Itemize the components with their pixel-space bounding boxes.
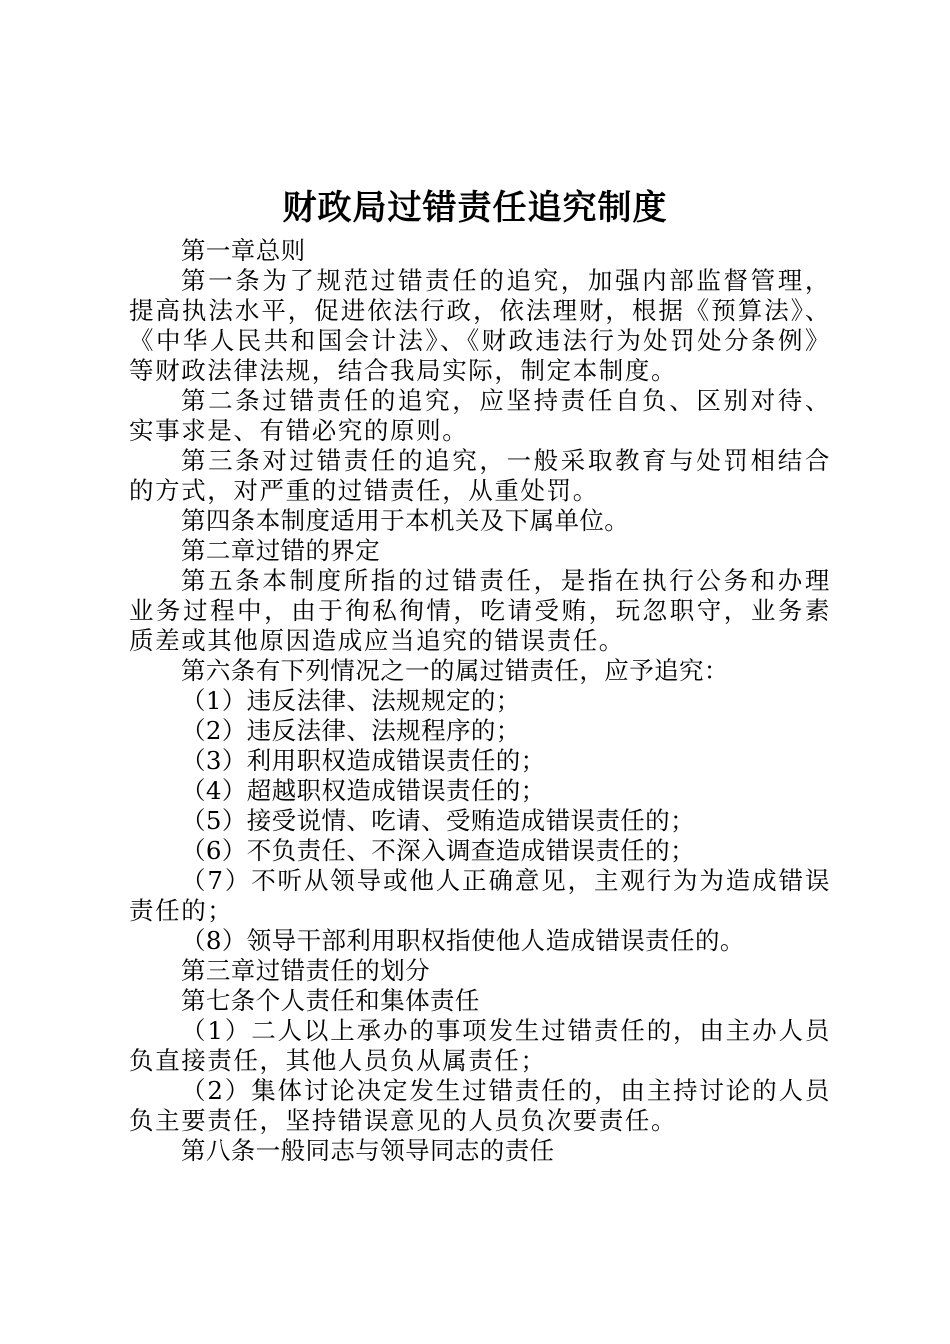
document-body <box>129 236 831 1166</box>
article-paragraph: 第四条本制度适用于本机关及下属单位。 <box>181 506 630 535</box>
list-item: （1）违反法律、法规规定的； <box>181 686 521 715</box>
article-paragraph: 第二条过错责任的追究，应坚持责任自负、区别对待、实事求是、有错必究的原则。 <box>129 386 831 445</box>
list-item: （2）集体讨论决定发生过错责任的，由主持讨论的人员负主要责任，坚持错误意见的人员负次要责任。 <box>129 1076 831 1135</box>
list-item: （8）领导干部利用职权指使他人造成错误责任的。 <box>181 926 745 955</box>
article-paragraph: 第六条有下列情况之一的属过错责任，应予追究： <box>181 656 729 685</box>
chapter-heading: 第二章过错的界定 <box>181 536 381 565</box>
document-title: 财政局过错责任追究制度 <box>282 188 668 228</box>
article-paragraph: 第七条个人责任和集体责任 <box>181 986 480 1015</box>
list-item: （1）二人以上承办的事项发生过错责任的，由主办人员负直接责任，其他人员负从属责任； <box>129 1016 831 1075</box>
chapter-heading: 第三章过错责任的划分 <box>181 956 430 985</box>
article-paragraph: 第三条对过错责任的追究，一般采取教育与处罚相结合的方式，对严重的过错责任，从重处罚。 <box>129 446 831 505</box>
article-paragraph: 第八条一般同志与领导同志的责任 <box>181 1136 555 1165</box>
list-item: （4）超越职权造成错误责任的； <box>181 776 546 805</box>
list-item: （7）不听从领导或他人正确意见，主观行为为造成错误责任的； <box>129 866 831 925</box>
list-item: （2）违反法律、法规程序的； <box>181 716 521 745</box>
list-item: （3）利用职权造成错误责任的； <box>181 746 546 775</box>
list-item: （5）接受说情、吃请、受贿造成错误责任的； <box>181 806 695 835</box>
article-paragraph: 第一条为了规范过错责任的追究，加强内部监督管理，提高执法水平，促进依法行政，依法理财，根据《预算法》、《中华人民共和国会计法》、《财政违法行为处罚处分条例》等财政法律法规，结合我局实际，制定本制度。 <box>129 266 831 385</box>
chapter-heading: 第一章总则 <box>181 236 306 265</box>
article-paragraph: 第五条本制度所指的过错责任，是指在执行公务和办理业务过程中，由于徇私徇情，吃请受贿，玩忽职守，业务素质差或其他原因造成应当追究的错误责任。 <box>129 566 831 655</box>
list-item: （6）不负责任、不深入调查造成错误责任的； <box>181 836 695 865</box>
